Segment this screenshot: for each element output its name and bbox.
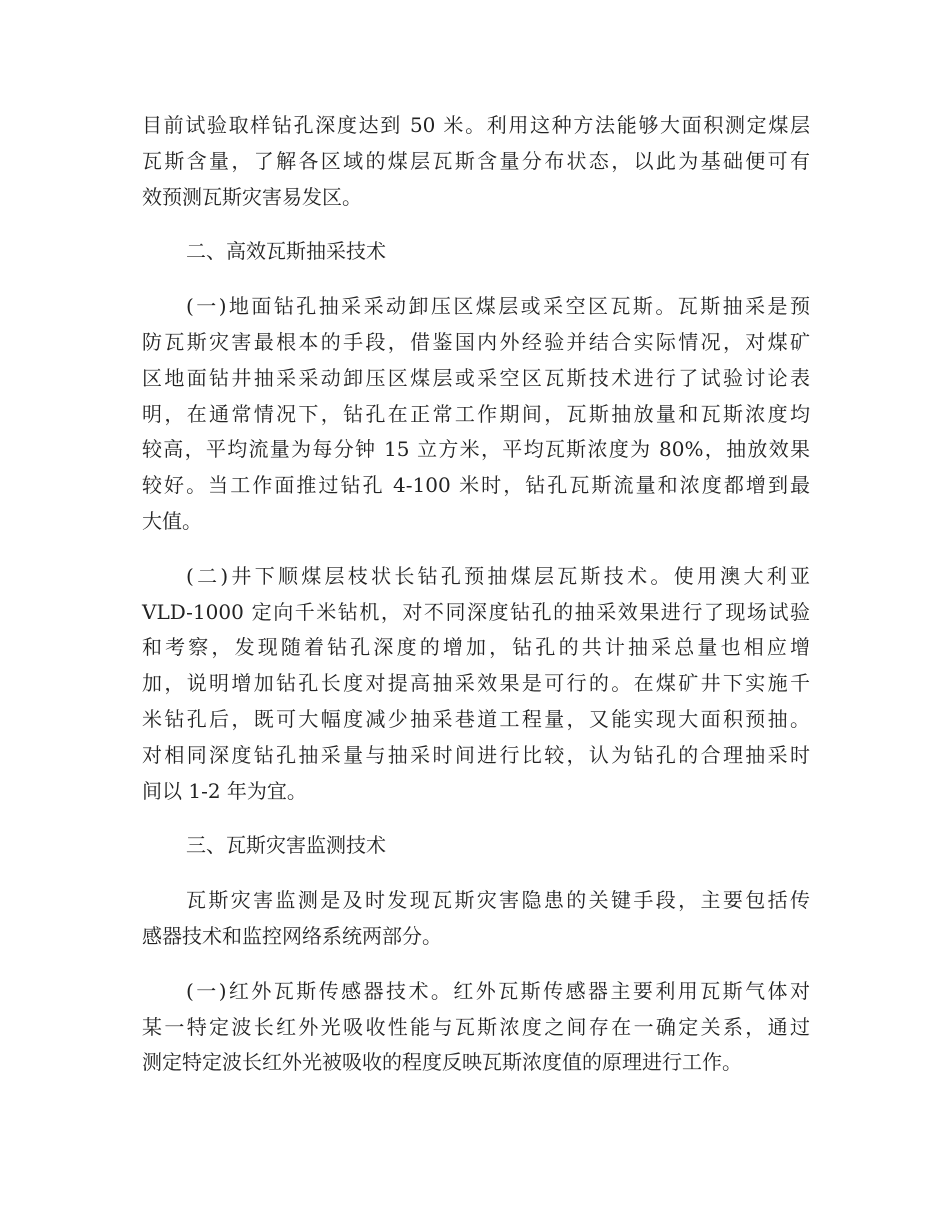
heading-text: 三、瓦斯灾害监测技术 xyxy=(186,833,386,858)
text-line: 效预测瓦斯灾害易发区。 xyxy=(142,184,362,209)
text-line: 瓦斯灾害监测是及时发现瓦斯灾害隐患的关键手段，主要包括传 xyxy=(186,888,810,913)
document-body xyxy=(142,108,810,1081)
text-line: 大值。 xyxy=(142,508,202,533)
section-heading-3 xyxy=(142,828,810,864)
section-heading-2 xyxy=(142,234,810,270)
paragraph-surface-drilling xyxy=(142,289,810,540)
text-line: 间以 1-2 年为宜。 xyxy=(142,778,307,803)
text-line: 较好。当工作面推过钻孔 4-100 米时，钻孔瓦斯流量和浓度都增到最 xyxy=(142,473,810,498)
text-line: 区地面钻井抽采采动卸压区煤层或采空区瓦斯技术进行了试验讨论表 xyxy=(142,365,810,390)
text-line: (二)井下顺煤层枝状长钻孔预抽煤层瓦斯技术。使用澳大利亚 xyxy=(186,563,810,588)
paragraph-gap xyxy=(142,955,810,974)
text-line: 感器技术和监控网络系统两部分。 xyxy=(142,923,442,948)
paragraph-gap xyxy=(142,864,810,883)
paragraph-gap xyxy=(142,809,810,828)
text-line: VLD-1000 定向千米钻机，对不同深度钻孔的抽采效果进行了现场试验 xyxy=(142,599,810,624)
text-line: 防瓦斯灾害最根本的手段，借鉴国内外经验并结合实际情况，对煤矿 xyxy=(142,329,810,354)
text-line: 明，在通常情况下，钻孔在正常工作期间，瓦斯抽放量和瓦斯浓度均 xyxy=(142,401,810,426)
heading-text: 二、高效瓦斯抽采技术 xyxy=(186,239,386,264)
text-line: 对相同深度钻孔抽采量与抽采时间进行比较，认为钻孔的合理抽采时 xyxy=(142,742,810,767)
text-line: 和考察，发现随着钻孔深度的增加，钻孔的共计抽采总量也相应增 xyxy=(142,635,810,660)
text-line: 测定特定波长红外光被吸收的程度反映瓦斯浓度值的原理进行工作。 xyxy=(142,1050,742,1075)
text-line: 加，说明增加钻孔长度对提高抽采效果是可行的。在煤矿井下实施千 xyxy=(142,671,810,696)
text-line: 瓦斯含量，了解各区域的煤层瓦斯含量分布状态，以此为基础便可有 xyxy=(142,148,810,173)
paragraph-sampling-depth xyxy=(142,108,810,215)
paragraph-infrared-sensor xyxy=(142,974,810,1081)
paragraph-gap xyxy=(142,215,810,234)
paragraph-gap xyxy=(142,540,810,559)
text-line: (一)红外瓦斯传感器技术。红外瓦斯传感器主要利用瓦斯气体对 xyxy=(186,978,810,1003)
paragraph-gap xyxy=(142,270,810,289)
text-line: (一)地面钻孔抽采采动卸压区煤层或采空区瓦斯。瓦斯抽采是预 xyxy=(186,294,810,319)
text-line: 米钻孔后，既可大幅度减少抽采巷道工程量，又能实现大面积预抽。 xyxy=(142,706,810,731)
text-line: 较高，平均流量为每分钟 15 立方米，平均瓦斯浓度为 80%，抽放效果 xyxy=(142,437,810,462)
text-line: 某一特定波长红外光吸收性能与瓦斯浓度之间存在一确定关系，通过 xyxy=(142,1014,810,1039)
paragraph-underground-drilling xyxy=(142,559,810,810)
text-line: 目前试验取样钻孔深度达到 50 米。利用这种方法能够大面积测定煤层 xyxy=(142,113,810,137)
paragraph-monitoring-intro xyxy=(142,883,810,955)
